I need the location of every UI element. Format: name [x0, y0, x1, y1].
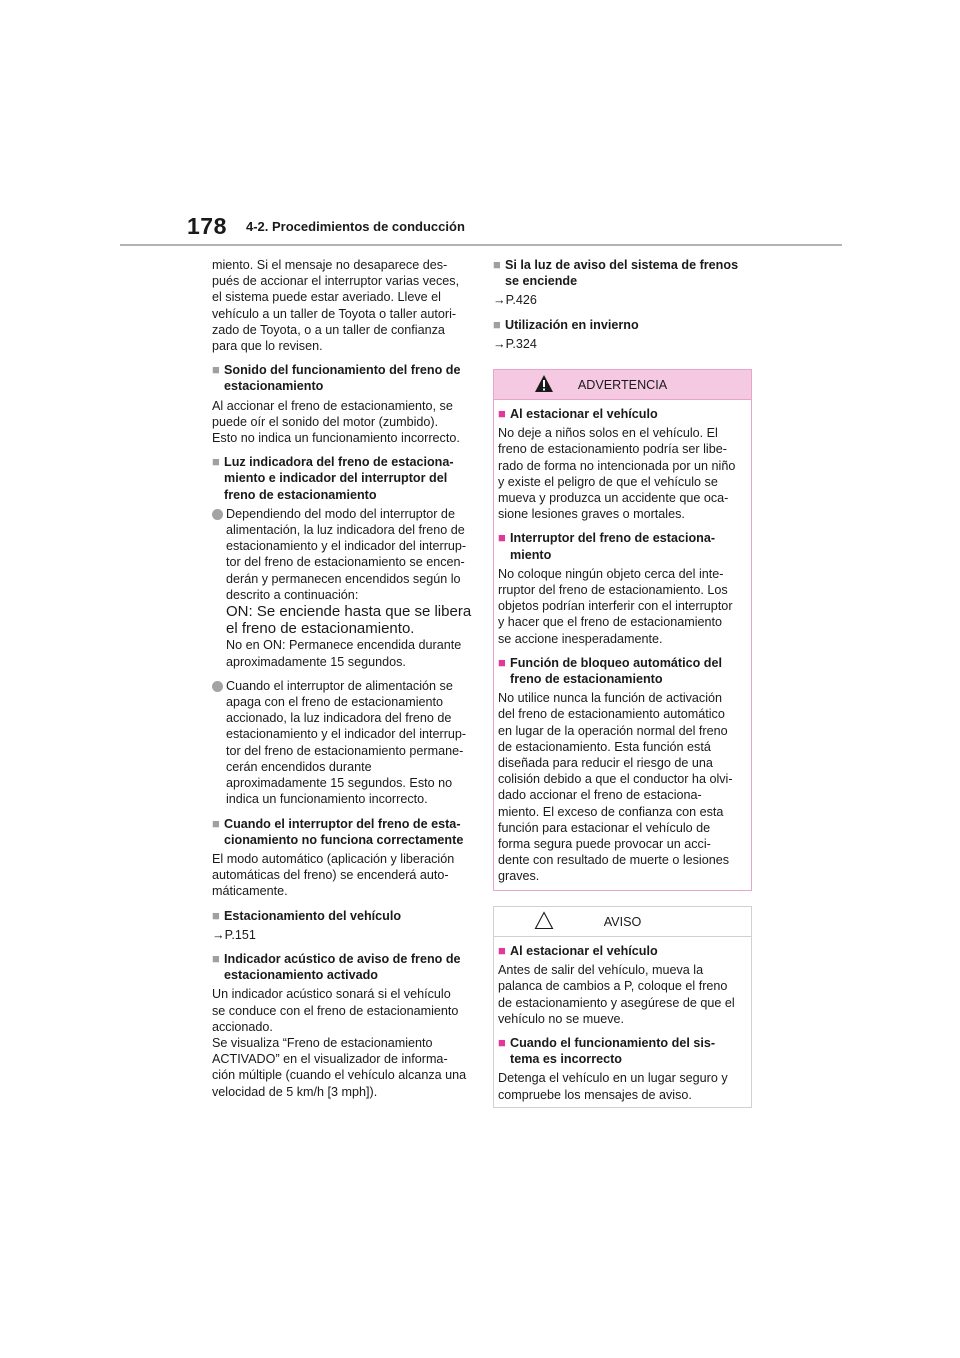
- on-state-text: ON: Se enciende hasta que se libera el freno de estacionamiento.: [226, 603, 472, 638]
- header-rule: [120, 244, 842, 246]
- page-reference-link[interactable]: →P.324: [493, 336, 537, 351]
- page-reference-link[interactable]: →P.151: [212, 927, 256, 942]
- notice-box: [493, 906, 752, 1108]
- warning-heading-parking: ■ Al estacionar el vehículo: [498, 406, 658, 421]
- heading-switch-malfunction: ■ Cuando el interruptor del freno de esta- cionamiento no funciona correctamente: [212, 815, 464, 847]
- square-bullet-icon: ■: [493, 316, 501, 332]
- notice-heading-parking: ■ Al estacionar el vehículo: [498, 943, 658, 958]
- square-bullet-icon: ■: [493, 257, 501, 272]
- square-bullet-icon: ■: [498, 1035, 506, 1051]
- square-bullet-icon: ■: [212, 907, 220, 923]
- off-state-text: No en ON: Permanece encendida durante aproximadamente 15 segundos.: [226, 638, 462, 669]
- notice-heading-malfunction: ■ Cuando el funcionamiento del sis- tema es incorrecto: [498, 1035, 716, 1067]
- square-bullet-icon: ■: [212, 362, 220, 378]
- notice-box-header: [494, 907, 751, 937]
- warning-paragraph-auto-lock: No utilice nunca la función de activación del freno de estacionamiento automático en lugar de la operación normal del freno de estacionamiento. Esta función está diseñada para reducir el riesgo de una colisión debido a que el conductor ha olvi- dado accionar el freno de estaciona- miento. El exceso de confianza con esta función para estacionar el vehículo de forma segura puede provocar un acci- dente con resultado de muerte o lesiones graves.: [498, 691, 733, 884]
- page-reference-link[interactable]: →P.426: [493, 293, 537, 308]
- page-header: [0, 0, 960, 250]
- warning-box-title: ADVERTENCIA: [577, 377, 668, 392]
- paragraph-brake-sound: Al accionar el freno de estacionamiento, se puede oír el sonido del motor (zumbido). Esto no indica un funcionamiento incorrecto.: [212, 398, 460, 446]
- warning-paragraph-objects: No coloque ningún objeto cerca del inte- rruptor del freno de estacionamiento. Los objetos podrían interferir con el interruptor y hacer que el freno de estacionamiento se accione inesperadamente.: [498, 566, 733, 646]
- heading-winter-use: ■ Utilización en invierno: [493, 316, 639, 332]
- square-bullet-icon: ■: [212, 815, 220, 831]
- circle-bullet-icon: [212, 681, 223, 692]
- heading-indicator-light: ■ Luz indicadora del freno de estaciona- miento e indicador del interruptor del freno de estacionamiento: [212, 454, 454, 502]
- warning-heading-switch: ■ Interruptor del freno de estaciona- miento: [498, 530, 716, 562]
- left-column: [212, 257, 474, 1108]
- list-item: Dependiendo del modo del interruptor de alimentación, la luz indicadora del freno de estacionamiento y el indicador del interrup- tor del freno de estacionamiento se encen- derán y permanecen encendidos según lo descrito a continuación: ON: Se enciende hasta que se libera el freno de estacionamiento. No en ON: Permanece encendida durante aproximadamente 15 segundos.: [212, 506, 474, 670]
- square-bullet-icon: ■: [498, 530, 506, 546]
- warning-paragraph-children: No deje a niños solos en el vehículo. El freno de estacionamiento podría ser libe- rado de forma no intencionada por un niño y existe el peligro de que el vehículo se mueva y produzca un accidente que oca- sione lesiones graves o mortales.: [498, 426, 736, 522]
- paragraph-automatic-mode: El modo automático (aplicación y liberación automáticas del freno) se encenderá auto- máticamente.: [212, 851, 455, 899]
- square-bullet-icon: ■: [498, 654, 506, 670]
- paragraph-buzzer: Un indicador acústico sonará si el vehículo se conduce con el freno de estacionamiento accionado. Se visualiza “Freno de estacionamiento ACTIVADO” en el visualizador de informa- ción múltiple (cuando el vehículo alcanza una velocidad de 5 km/h [3 mph]).: [212, 987, 467, 1099]
- heading-parking-brake-sound: ■ Sonido del funcionamiento del freno de estacionamiento: [212, 362, 461, 394]
- right-column: [493, 257, 751, 360]
- warning-heading-auto-lock: ■ Función de bloqueo automático del freno de estacionamiento: [498, 654, 722, 687]
- heading-brake-warning-light: ■ Si la luz de aviso del sistema de frenos se enciende: [493, 257, 739, 289]
- warning-box-header: [494, 370, 751, 400]
- caution-outline-icon: [534, 911, 554, 930]
- section-title: 4-2. Procedimientos de conducción: [246, 219, 465, 234]
- square-bullet-icon: ■: [498, 943, 506, 958]
- square-bullet-icon: ■: [212, 950, 220, 966]
- notice-paragraph-parking: Antes de salir del vehículo, mueva la palanca de cambios a P, coloque el freno de estacionamiento y asegúrese de que el vehículo no se mueve.: [498, 963, 735, 1026]
- square-bullet-icon: ■: [212, 454, 220, 470]
- intro-paragraph: miento. Si el mensaje no desaparece des- pués de accionar el interruptor varias veces, el sistema puede estar averiado. Lleve el vehículo a un taller de Toyota o taller autori- zado de Toyota, o a un taller de confianza para que lo revisen.: [212, 258, 460, 354]
- notice-paragraph-malfunction: Detenga el vehículo en un lugar seguro y compruebe los mensajes de aviso.: [498, 1071, 728, 1102]
- list-item: Cuando el interruptor de alimentación se apaga con el freno de estacionamiento accionado, la luz indicadora del freno de estacionamiento y el indicador del interrup- tor del freno de estacionamiento permane- cerán encendidos durante aproximadamente 15 segundos. Esto no indica un funcionamiento incorrecto.: [212, 678, 474, 808]
- notice-box-title: AVISO: [603, 914, 642, 929]
- page-number: 178: [187, 213, 227, 239]
- warning-triangle-icon: [534, 374, 554, 393]
- circle-bullet-icon: [212, 509, 223, 520]
- square-bullet-icon: ■: [498, 406, 506, 421]
- warning-box: [493, 369, 752, 891]
- heading-vehicle-parking: ■ Estacionamiento del vehículo: [212, 907, 402, 923]
- heading-buzzer: ■ Indicador acústico de aviso de freno de estacionamiento activado: [212, 950, 461, 983]
